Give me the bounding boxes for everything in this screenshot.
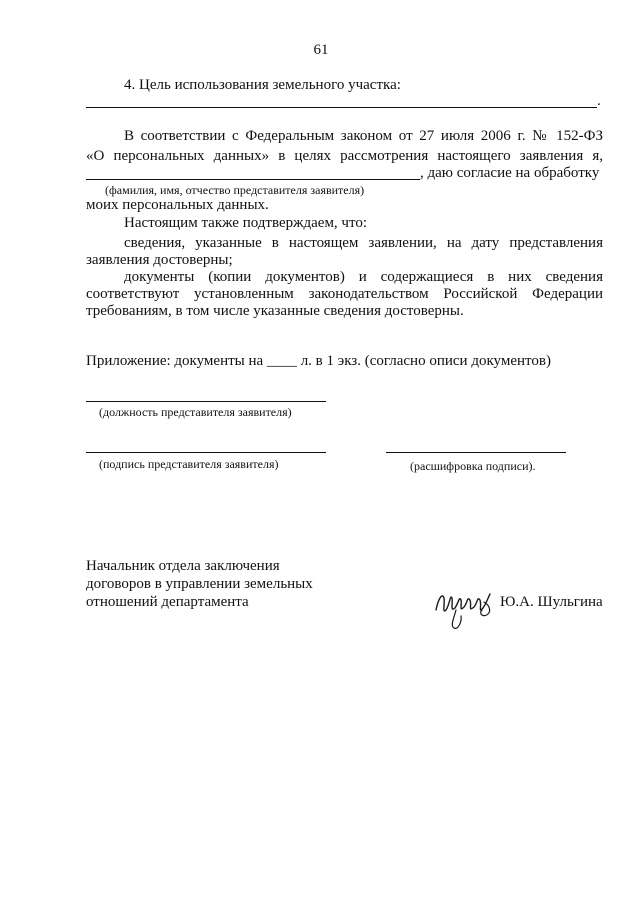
attachment-suffix: л. в 1 экз. (согласно описи документов) <box>300 353 551 369</box>
consent-line-3-suffix: , даю согласие на обработку <box>420 165 600 181</box>
signature-caption: (подпись представителя заявителя) <box>99 457 279 471</box>
attachment-line <box>86 352 551 370</box>
official-name: Ю.А. Шульгина <box>500 594 603 610</box>
decoding-caption: (расшифровка подписи). <box>410 459 536 473</box>
attachment-prefix: Приложение: документы на <box>86 353 264 369</box>
official-title-line-2: договоров в управлении земельных <box>86 576 313 592</box>
signature-fill-line <box>86 452 326 453</box>
position-caption: (должность представителя заявителя) <box>99 405 292 419</box>
item-1-line-1: сведения, указанные в настоящем заявлении, на дату представления <box>124 235 603 251</box>
consent-line-1: В соответствии с Федеральным законом от 27 июля 2006 г. № 152-ФЗ <box>124 128 603 144</box>
attachment-pages-blank: ____ <box>266 353 297 369</box>
handwritten-signature <box>432 580 498 632</box>
fio-fill-line <box>86 179 420 180</box>
item-2-line-1: документы (копии документов) и содержащиеся в них сведения <box>124 269 603 285</box>
official-title-line-1: Начальник отдела заключения <box>86 558 280 574</box>
position-fill-line <box>86 401 326 402</box>
item-1-line-2: заявления достоверны; <box>86 252 233 268</box>
fio-caption: (фамилия, имя, отчество представителя заявителя) <box>105 183 365 197</box>
official-title-line-3: отношений департамента <box>86 594 249 610</box>
decoding-fill-line <box>386 452 566 453</box>
purpose-fill-line <box>86 107 597 108</box>
purpose-label: 4. Цель использования земельного участка: <box>124 77 401 93</box>
consent-line-2: «О персональных данных» в целях рассмотрения настоящего заявления я, <box>86 148 603 164</box>
item-2-line-2: соответствуют установленным законодательством Российской Федерации <box>86 286 603 302</box>
item-2-line-3: требованиям, в том числе указанные сведения достоверны. <box>86 303 464 319</box>
consent-line-4: моих персональных данных. <box>86 197 269 213</box>
confirm-line: Настоящим также подтверждаем, что: <box>124 215 368 231</box>
page-number: 61 <box>313 42 329 58</box>
purpose-end-dot: . <box>597 93 601 109</box>
